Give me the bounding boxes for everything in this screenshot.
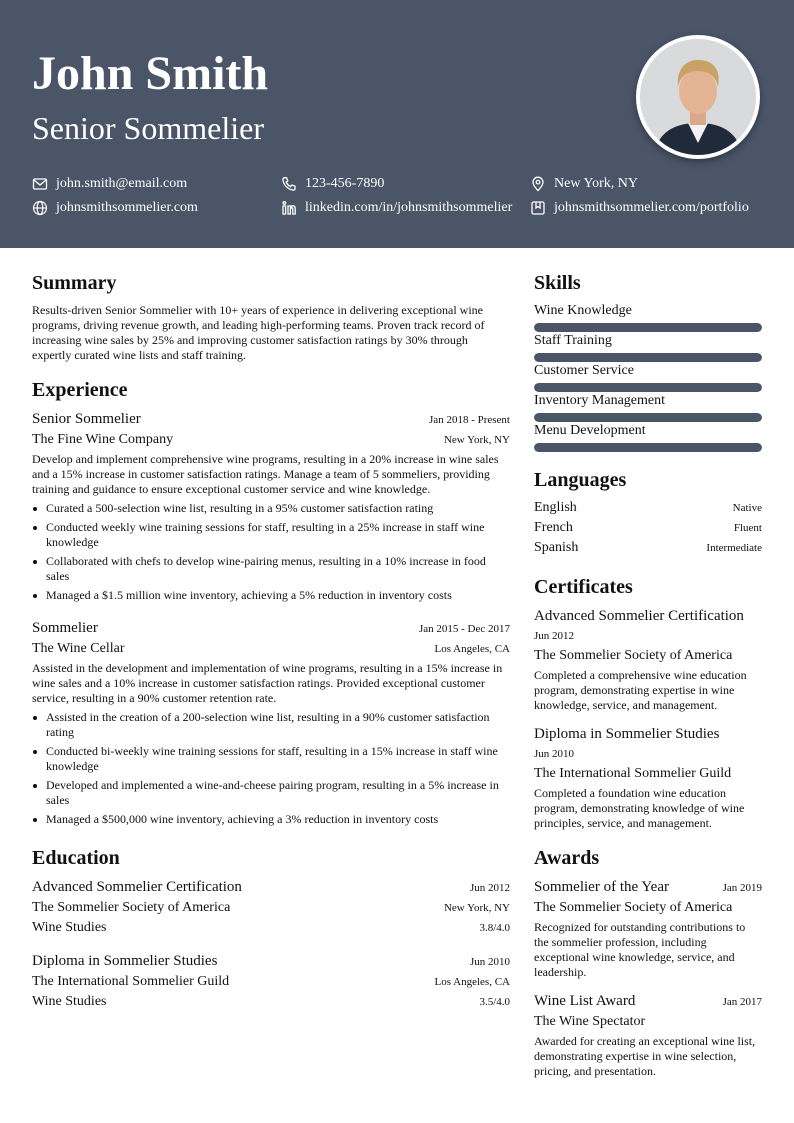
education-1-date: Jun 2012 <box>469 882 510 894</box>
mail-icon <box>32 176 48 192</box>
job-2-company-row <box>32 640 510 657</box>
skill-bar <box>534 323 762 332</box>
skill-label: Menu Development <box>534 423 646 438</box>
skill-bar-fill <box>534 383 762 392</box>
skill-bar-fill <box>534 323 762 332</box>
job-1-header <box>32 410 510 428</box>
linkedin-icon <box>281 200 297 216</box>
job-1-dates: Jan 2018 - Present <box>429 414 510 426</box>
certificate-1-name: Advanced Sommelier Certification <box>534 608 744 624</box>
certificate-1-date: Jun 2012 <box>534 630 575 642</box>
education-2-field-row <box>32 993 510 1010</box>
language-row <box>534 499 762 516</box>
skill-label: Wine Knowledge <box>534 303 632 318</box>
contact-phone[interactable] <box>281 176 384 192</box>
job-2-company: The Wine Cellar <box>32 641 125 656</box>
skill-bar <box>534 443 762 452</box>
award-1-header <box>534 878 762 896</box>
language-level: Fluent <box>733 522 762 534</box>
contact-email-text: john.smith@email.com <box>56 176 188 191</box>
skill-label: Customer Service <box>534 363 634 378</box>
summary-heading: Summary <box>32 272 117 294</box>
list-item: Conducted bi-weekly wine training sessions for staff, resulting in a 15% increase in staff wine knowledge <box>32 744 502 774</box>
job-2-location: Los Angeles, CA <box>434 643 510 655</box>
skills-heading: Skills <box>534 272 581 294</box>
certificate-1-issuer: The Sommelier Society of America <box>534 648 733 663</box>
contact-email[interactable] <box>32 176 187 192</box>
contact-linkedin[interactable] <box>281 200 512 216</box>
resume-header <box>0 0 794 248</box>
education-2-program: Diploma in Sommelier Studies <box>32 953 218 969</box>
languages-heading: Languages <box>534 469 627 491</box>
certificate-2-name: Diploma in Sommelier Studies <box>534 726 720 742</box>
job-1-achievements <box>32 501 502 607</box>
candidate-title: Senior Sommelier <box>32 110 264 146</box>
award-2-description: Awarded for creating an exceptional wine list, demonstrating expertise in wine selection, pricing, and presentation. <box>534 1034 756 1078</box>
contact-location <box>530 176 638 192</box>
list-item: Curated a 500-selection wine list, resulting in a 95% customer satisfaction rating <box>32 501 502 516</box>
skill-bar <box>534 413 762 422</box>
education-2-school: The International Sommelier Guild <box>32 974 230 989</box>
contact-website-text: johnsmithsommelier.com <box>56 200 198 215</box>
education-1-gpa: 3.8/4.0 <box>479 922 510 934</box>
education-2-field: Wine Studies <box>32 994 107 1009</box>
language-name: Spanish <box>534 540 579 555</box>
skill-bar-fill <box>534 413 762 422</box>
education-heading: Education <box>32 847 120 869</box>
language-row <box>534 519 762 536</box>
education-1-header <box>32 878 510 896</box>
skill-bar <box>534 383 762 392</box>
job-1-role: Senior Sommelier <box>32 411 141 427</box>
list-item: Collaborated with chefs to develop wine-pairing menus, resulting in a 10% increase in food sales <box>32 554 502 584</box>
skill-label: Staff Training <box>534 333 612 348</box>
education-1-location: New York, NY <box>443 902 510 914</box>
list-item: Developed and implemented a wine-and-cheese pairing program, resulting in a 5% increase in sales <box>32 778 502 808</box>
education-2-date: Jun 2010 <box>469 956 510 968</box>
job-2-description: Assisted in the development and implementation of wine programs, resulting in a 15% increase in wine sales and a 10% increase in customer satisfaction ratings. Provided exceptional customer service, resulting in a 90% customer retention rate. <box>32 661 503 705</box>
skill-bar <box>534 353 762 362</box>
job-2-header <box>32 619 510 637</box>
award-2-header <box>534 992 762 1010</box>
language-level: Native <box>732 502 762 514</box>
list-item: Managed a $500,000 wine inventory, achieving a 3% reduction in inventory costs <box>32 812 502 827</box>
portfolio-icon <box>530 200 546 216</box>
job-2-dates: Jan 2015 - Dec 2017 <box>418 623 510 635</box>
list-item: Conducted weekly wine training sessions for staff, resulting in a 25% increase in staff wine knowledge <box>32 520 502 550</box>
certificate-2-description: Completed a foundation wine education program, demonstrating knowledge of wine principles, service, and management. <box>534 786 745 830</box>
job-1-description: Develop and implement comprehensive wine programs, resulting in a 20% increase in wine sales and a 15% increase in customer satisfaction ratings. Manage a team of 5 sommeliers, providing training and guidance to ensure exceptional customer service and wine knowledge. <box>32 452 499 496</box>
award-1-date: Jan 2019 <box>722 882 762 894</box>
education-1-field-row <box>32 919 510 936</box>
skill-bar-fill <box>534 443 762 452</box>
certificate-1-description: Completed a comprehensive wine education program, demonstrating expertise in wine knowledge, service, and management. <box>534 668 747 712</box>
awards-heading: Awards <box>534 847 600 869</box>
job-2-role: Sommelier <box>32 620 98 636</box>
education-2-school-row <box>32 973 510 990</box>
award-1-name: Sommelier of the Year <box>534 879 669 895</box>
education-1-program: Advanced Sommelier Certification <box>32 879 242 895</box>
location-pin-icon <box>530 176 546 192</box>
contact-website[interactable] <box>32 200 198 216</box>
job-1-company: The Fine Wine Company <box>32 432 174 447</box>
language-row <box>534 539 762 556</box>
certificates-heading: Certificates <box>534 576 633 598</box>
list-item: Assisted in the creation of a 200-selection wine list, resulting in a 90% customer satisfaction rating <box>32 710 502 740</box>
experience-heading: Experience <box>32 379 128 401</box>
job-1-location: New York, NY <box>443 434 510 446</box>
list-item: Managed a $1.5 million wine inventory, achieving a 5% reduction in inventory costs <box>32 588 502 603</box>
contact-portfolio[interactable] <box>530 200 749 216</box>
contact-location-text: New York, NY <box>554 176 639 191</box>
award-2-name: Wine List Award <box>534 993 636 1009</box>
globe-icon <box>32 200 48 216</box>
skill-label: Inventory Management <box>534 393 666 408</box>
language-name: French <box>534 520 573 535</box>
certificate-2-date: Jun 2010 <box>534 748 575 760</box>
award-1-issuer: The Sommelier Society of America <box>534 900 733 915</box>
profile-photo-image <box>640 39 756 155</box>
summary-text: Results-driven Senior Sommelier with 10+ years of experience in delivering exceptional wine programs, driving revenue growth, and leading high-performing teams. Proven track record of increasing wine sales by 25% and improving customer satisfaction ratings by 30% through expertly curated wine lists and staff training. <box>32 303 485 362</box>
language-level: Intermediate <box>706 542 762 554</box>
contact-phone-text: 123-456-7890 <box>305 176 385 191</box>
profile-photo <box>636 35 760 159</box>
job-1-company-row <box>32 431 510 448</box>
phone-icon <box>281 176 297 192</box>
education-2-gpa: 3.5/4.0 <box>479 996 510 1008</box>
award-1-description: Recognized for outstanding contributions to the sommelier profession, including exceptional wine knowledge, service, and leadership. <box>534 920 746 979</box>
award-2-issuer: The Wine Spectator <box>534 1014 646 1029</box>
education-1-field: Wine Studies <box>32 920 107 935</box>
award-2-date: Jan 2017 <box>722 996 762 1008</box>
candidate-name: John Smith <box>32 47 269 100</box>
education-1-school: The Sommelier Society of America <box>32 900 231 915</box>
education-1-school-row <box>32 899 510 916</box>
education-2-location: Los Angeles, CA <box>434 976 510 988</box>
certificate-2-issuer: The International Sommelier Guild <box>534 766 732 781</box>
language-name: English <box>534 500 577 515</box>
job-2-achievements <box>32 710 502 831</box>
skill-bar-fill <box>534 353 762 362</box>
contact-linkedin-text: linkedin.com/in/johnsmithsommelier <box>305 200 513 215</box>
contact-portfolio-text: johnsmithsommelier.com/portfolio <box>554 200 749 215</box>
education-2-header <box>32 952 510 970</box>
